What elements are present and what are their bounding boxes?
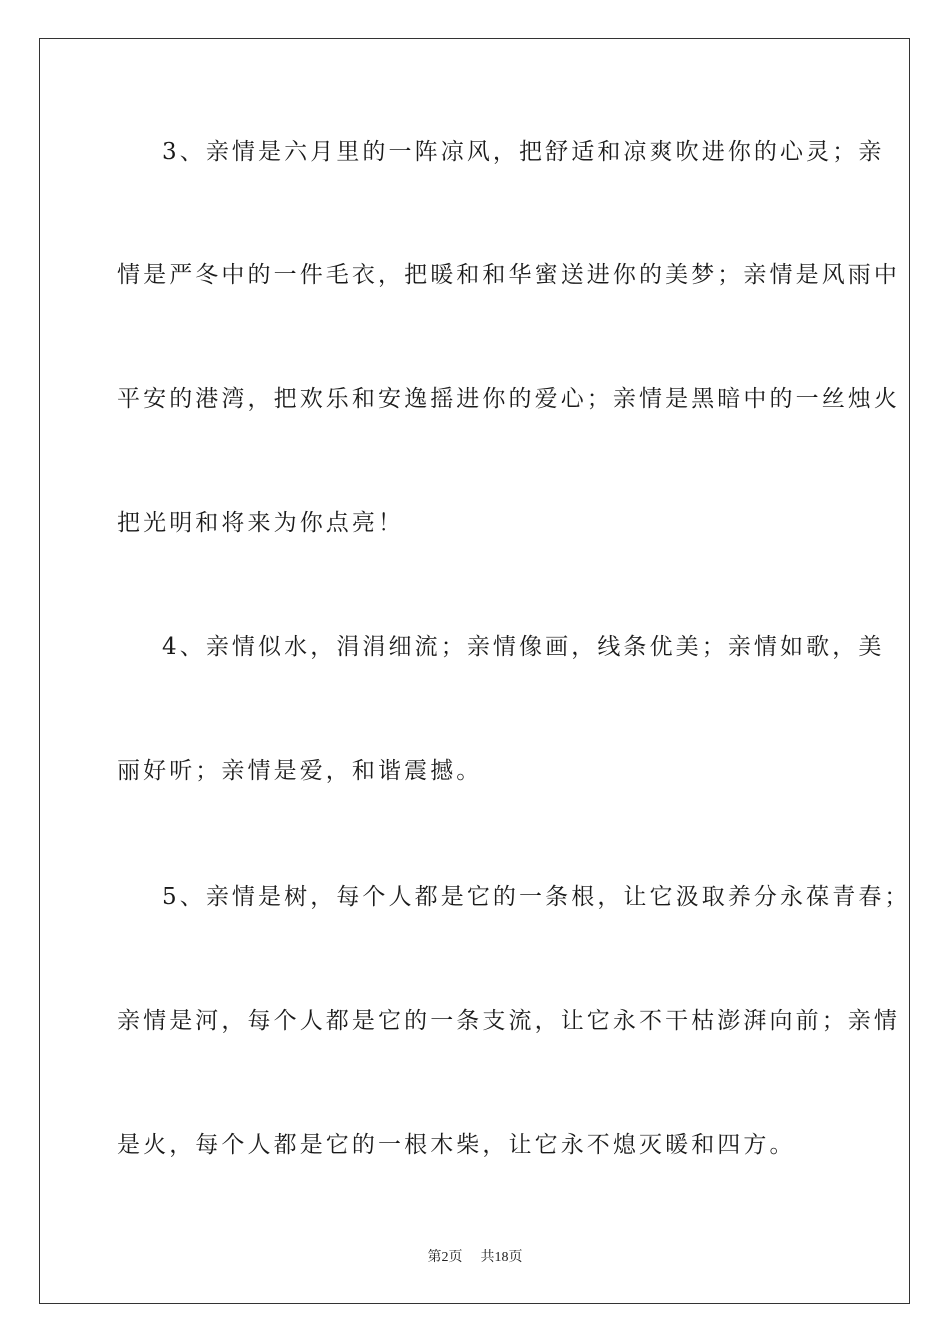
- paragraph-5-line-2: 亲情是河，每个人都是它的一条支流，让它永不干枯澎湃向前；亲情: [117, 1008, 900, 1034]
- page-number: 第2页: [427, 1250, 463, 1265]
- paragraph-5-line-1: 5、亲情是树，每个人都是它的一条根，让它汲取养分永葆青春；: [162, 884, 911, 910]
- paragraph-3-line-4: 把光明和将来为你点亮！: [117, 510, 405, 536]
- paragraph-3-line-3: 平安的港湾，把欢乐和安逸摇进你的爱心；亲情是黑暗中的一丝烛火: [117, 386, 900, 412]
- paragraph-3-line-2: 情是严冬中的一件毛衣，把暖和和华蜜送进你的美梦；亲情是风雨中: [117, 262, 900, 288]
- page-footer: [0, 1246, 950, 1266]
- page-border: [39, 38, 910, 1304]
- paragraph-3-line-1: 3、亲情是六月里的一阵凉风，把舒适和凉爽吹进你的心灵；亲: [162, 139, 885, 165]
- total-pages: 共18页: [480, 1250, 523, 1265]
- paragraph-4-line-1: 4、亲情似水，涓涓细流；亲情像画，线条优美；亲情如歌，美: [162, 634, 885, 660]
- paragraph-4-line-2: 丽好听；亲情是爱，和谐震撼。: [117, 758, 483, 784]
- paragraph-5-line-3: 是火，每个人都是它的一根木柴，让它永不熄灭暖和四方。: [117, 1132, 796, 1158]
